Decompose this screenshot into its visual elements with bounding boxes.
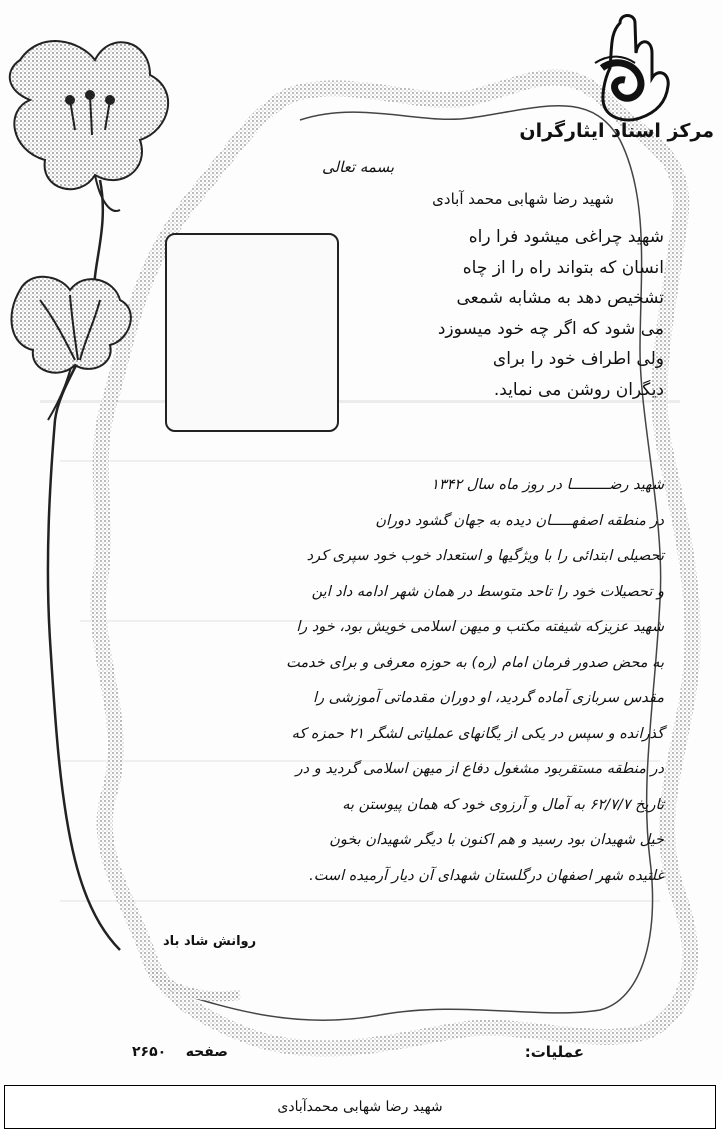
page-number: ۲۶۵۰: [132, 1044, 167, 1060]
body-line: و تحصیلات خود را تاحد متوسط در همان شهر ادامه داد این: [311, 583, 664, 600]
photo-placeholder: [165, 233, 339, 432]
body-line: تاریخ ۶۲/۷/۷ به آمال و آرزوی خود که همان پیوستن به: [342, 796, 664, 813]
body-line: شهید عزیزکه شیفته مکتب و میهن اسلامی خویش بود، خود را: [296, 619, 664, 635]
body-line: مقدس سربازی آماده گردید، او دوران مقدماتی آموزشی را: [313, 690, 664, 706]
caption-box: شهید رضا شهابی محمدآبادی: [4, 1085, 716, 1129]
body-line: تحصیلی ابتدائی را با ویژگیها و استعداد خوب خود سپری کرد: [306, 548, 664, 564]
body-line: به محض صدور فرمان امام (ره) به حوزه معرفی و برای خدمت: [286, 654, 664, 671]
quote-line: انسان که بتواند راه را از چاه: [462, 257, 664, 278]
page-number-line: [132, 1044, 228, 1060]
page-label: صفحه: [185, 1044, 228, 1060]
logo-text: مرکز اسناد ایثارگران: [519, 120, 714, 142]
quote-line: دیگران روشن می نماید.: [493, 379, 664, 400]
quote-line: ولی اطراف خود را برای: [492, 349, 664, 369]
body-line: غلتیده شهر اصفهان درگلستان شهدای آن دیار آرمیده است.: [309, 867, 664, 884]
body-line: شهید رضـــــــــا در روز ماه سال ۱۳۴۲: [431, 477, 664, 493]
body-line: در منطقه مستقربود مشغول دفاع از میهن اسلامی گردید و در: [295, 761, 664, 777]
quote-block: [409, 222, 664, 405]
body-line: گذرانده و سپس در یکی از یگانهای عملیاتی لشگر ۲۱ حمزه که: [291, 725, 664, 742]
biography-text: [164, 468, 664, 894]
quote-line: تشخیص دهد به مشابه شمعی: [456, 288, 664, 308]
operations-label: عملیات:: [524, 1043, 584, 1061]
martyr-name-line: شهید رضا شهابی محمد آبادی: [432, 190, 614, 208]
body-line: در منطقه اصفهـــــان دیده به جهان گشود دوران: [375, 512, 664, 529]
quote-line: شهید چراغی میشود فرا راه: [468, 227, 664, 247]
body-line: خیل شهیدان بود رسید و هم اکنون با دیگر شهیدان بخون: [329, 832, 664, 848]
quote-line: می شود که اگر چه خود میسوزد: [437, 318, 664, 339]
farewell-line: روانش شاد باد: [163, 934, 257, 949]
bismillah-header: بسمه تعالی: [322, 158, 395, 176]
